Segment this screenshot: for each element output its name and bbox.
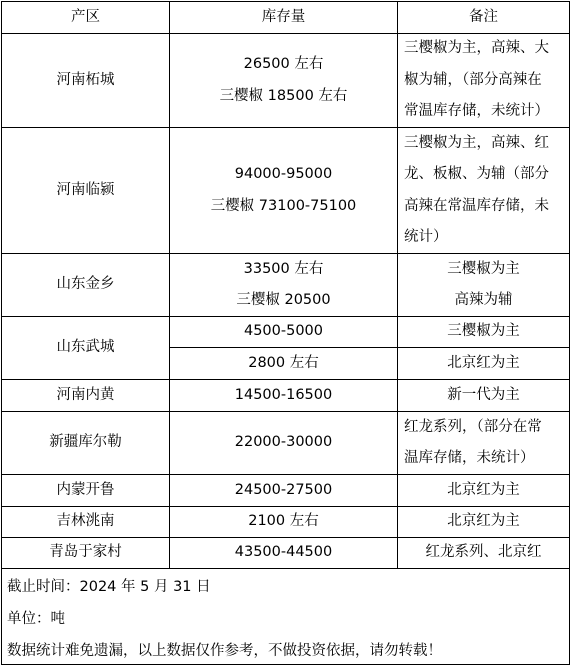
stock-cell: 22000-30000 bbox=[234, 434, 333, 451]
stock-cell: 94000-95000 三樱椒 73100-75100 bbox=[210, 166, 357, 214]
header-region: 产区 bbox=[71, 8, 100, 25]
region-cell: 吉林洮南 bbox=[56, 513, 115, 530]
unit-note: 单位：吨 bbox=[7, 611, 65, 627]
disclaimer-note: 数据统计难免遗漏，以上数据仅作参考，不做投资依据，请勿转载！ bbox=[7, 643, 442, 659]
region-cell: 河南临颍 bbox=[56, 181, 115, 198]
stock-cell: 4500-5000 bbox=[243, 323, 324, 340]
header-stock: 库存量 bbox=[261, 8, 306, 25]
region-cell: 新疆库尔勒 bbox=[49, 434, 122, 451]
region-cell: 青岛于家村 bbox=[49, 544, 122, 561]
stock-cell: 24500-27500 bbox=[234, 481, 333, 498]
region-cell: 山东金乡 bbox=[56, 276, 115, 293]
note-cell: 红龙系列、北京红 bbox=[425, 544, 542, 561]
region-cell: 内蒙开鲁 bbox=[56, 481, 115, 498]
note-cell: 北京红为主 bbox=[447, 481, 520, 498]
note-cell: 北京红为主 bbox=[447, 513, 520, 530]
region-cell: 山东武城 bbox=[56, 339, 115, 356]
note-cell: 新一代为主 bbox=[447, 386, 520, 403]
region-cell: 河南柘城 bbox=[56, 71, 115, 88]
stock-cell: 14500-16500 bbox=[234, 386, 333, 403]
stock-cell: 2800 左右 bbox=[248, 354, 319, 371]
deadline-note: 截止时间：2024 年 5 月 31 日 bbox=[7, 579, 211, 595]
stock-cell: 43500-44500 bbox=[234, 544, 333, 561]
stock-cell: 26500 左右 三樱椒 18500 左右 bbox=[219, 56, 348, 104]
note-cell: 三樱椒为主，高辣、红 龙、板椒、为辅（部分 高辣在常温库存储，未 统计） bbox=[404, 134, 549, 245]
note-cell: 三樱椒为主 bbox=[447, 323, 520, 340]
region-cell: 河南内黄 bbox=[56, 386, 115, 403]
note-cell: 红龙系列，（部分在常 温库存储，未统计） bbox=[404, 418, 542, 466]
note-cell: 北京红为主 bbox=[447, 354, 520, 371]
stock-cell: 2100 左右 bbox=[248, 513, 319, 530]
note-cell: 三樱椒为主 高辣为辅 bbox=[447, 260, 520, 308]
note-cell: 三樱椒为主，高辣、大 椒为辅，（部分高辣在 常温库存储，未统计） bbox=[404, 40, 549, 120]
stock-cell: 33500 左右 三樱椒 20500 bbox=[236, 260, 331, 308]
header-note: 备注 bbox=[469, 8, 498, 25]
